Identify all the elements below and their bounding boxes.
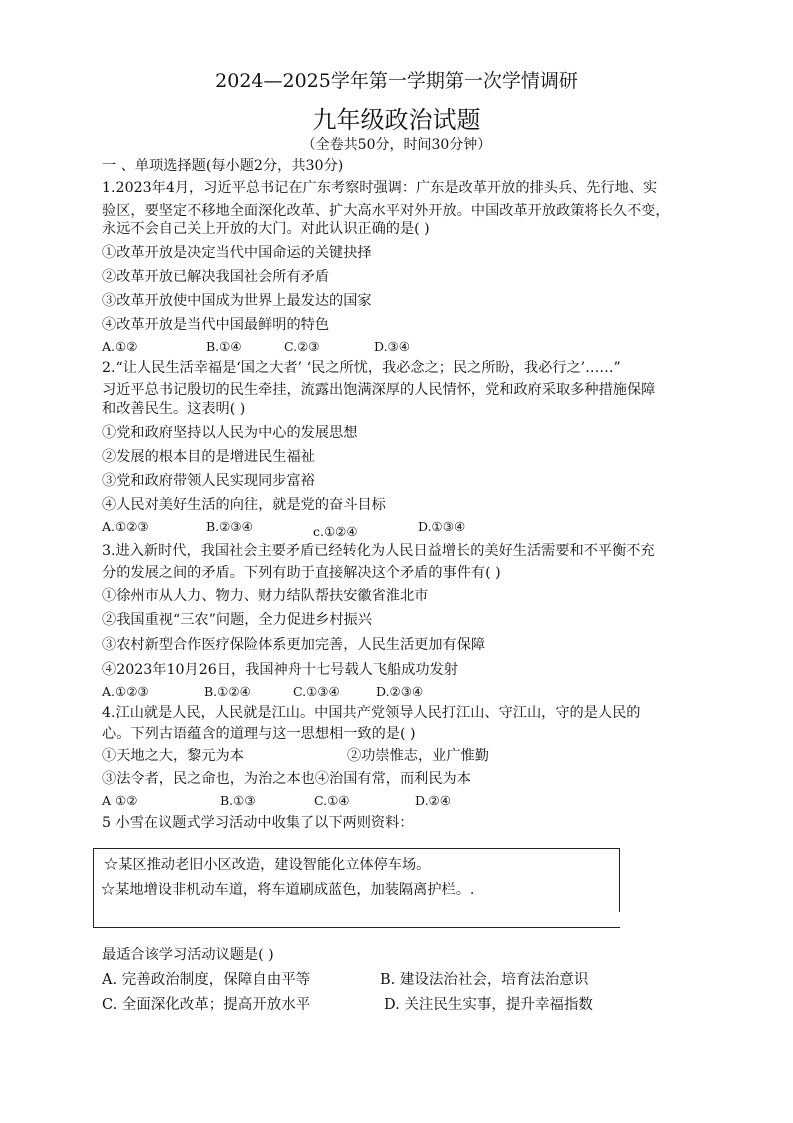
q1-option-c: C.②③	[284, 339, 320, 354]
q1-item: ①改革开放是决定当代中国命运的关键抉择	[102, 245, 372, 261]
q5-stem: 5 小雪在议题式学习活动中收集了以下两则资料：	[102, 815, 414, 831]
q1-stem-line: 验区，要坚定不移地全面深化改革、扩大高水平对外开放。中国改革开放政策将长久不变，	[102, 203, 670, 219]
exam-title: 2024—2025学年第一学期第一次学情调研	[215, 70, 578, 92]
q4-option-c: C.①④	[314, 793, 350, 808]
q3-option-b: B.①②④	[204, 684, 251, 699]
q5-material: ☆某区推动老旧小区改造，建设智能化立体停车场。	[104, 857, 431, 873]
q5-material: ☆某地增设非机动车道，将车道刷成蓝色，加装隔离护栏。.	[101, 882, 475, 898]
q5-question: 最适合该学习活动议题是( )	[102, 947, 274, 963]
q2-stem-line: 和改善民生。这表明( )	[102, 401, 246, 417]
q4-stem-line: 4.江山就是人民，人民就是江山。中国共产党领导人民打江山、守江山，守的是人民的	[102, 705, 641, 721]
q1-item: ②改革开放已解决我国社会所有矛盾	[102, 269, 330, 285]
q1-option-a: A.①②	[102, 339, 138, 354]
q2-option-a: A.①②③	[102, 519, 149, 534]
q1-option-d: D.③④	[374, 339, 410, 354]
q2-item: ①党和政府坚持以人民为中心的发展思想	[102, 425, 358, 441]
q5-option-c: C. 全面深化改革；提高开放水平	[102, 997, 311, 1013]
q3-option-d: D.②③④	[376, 684, 424, 699]
q2-item: ②发展的根本目的是增进民生福祉	[102, 449, 315, 465]
q4-option-b: B.①③	[220, 793, 256, 808]
q5-option-b: B. 建设法治社会，培育法治意识	[380, 972, 589, 988]
q4-item: ③法令者，民之命也，为治之本也④治国有常，而利民为本	[102, 771, 471, 787]
q2-stem-line: 习近平总书记殷切的民生牵挂，流露出饱满深厚的人民情怀，党和政府采取多种措施保障	[102, 382, 656, 398]
q4-option-a: A ①②	[102, 793, 138, 808]
section-heading: 一 、单项选择题(每小题2分，共30分)	[102, 158, 344, 174]
q3-option-c: C.①③④	[293, 684, 340, 699]
q3-item: ①徐州市从人力、物力、财力结队帮扶安徽省淮北市	[102, 588, 429, 604]
q5-material-box-edge	[619, 848, 620, 912]
q2-item: ④人民对美好生活的向往，就是党的奋斗目标	[102, 497, 386, 513]
q2-stem-line: 2.“让人民生活幸福是‘国之大者’ ‘民之所忧，我必念之；民之所盼，我必行之’……”	[102, 360, 621, 376]
q3-option-a: A.①②③	[102, 684, 149, 699]
q2-item: ③党和政府带领人民实现同步富裕	[102, 473, 315, 489]
q1-option-b: B.①④	[206, 339, 242, 354]
q1-stem-line: 永远不会自己关上开放的大门。对此认识正确的是( )	[102, 221, 430, 237]
q3-stem-line: 分的发展之间的矛盾。下列有助于直接解决这个矛盾的事件有( )	[102, 565, 501, 581]
q4-stem-line: 心。下列古语蕴含的道理与这一思想相一致的是( )	[102, 726, 416, 742]
q1-item: ③改革开放使中国成为世界上最发达的国家	[102, 293, 372, 309]
exam-subject: 九年级政治试题	[312, 106, 481, 134]
q4-item: ①天地之大，黎元为本	[102, 748, 244, 764]
q1-stem-line: 1.2023年4月，习近平总书记在广东考察时强调：广东是改革开放的排头兵、先行地、实	[102, 180, 658, 196]
exam-info: （全卷共50分，时间30分钟）	[301, 137, 492, 153]
q4-option-d: D.②④	[415, 793, 451, 808]
q1-item: ④改革开放是当代中国最鲜明的特色	[102, 317, 330, 333]
q2-option-d: D.①③④	[418, 519, 466, 534]
q5-option-a: A. 完善政治制度，保障自由平等	[102, 972, 311, 988]
q2-option-b: B.②③④	[206, 519, 253, 534]
q3-item: ③农村新型合作医疗保险体系更加完善，人民生活更加有保障	[102, 637, 486, 653]
q2-option-c: c.①②④	[313, 524, 358, 539]
q3-stem-line: 3.进入新时代，我国社会主要矛盾已经转化为人民日益增长的美好生活需要和不平衡不充	[102, 543, 655, 559]
q3-item: ④2023年10月26日，我国神舟十七号载人飞船成功发射	[102, 662, 458, 678]
q4-item: ②功崇惟志，业广惟勤	[347, 748, 489, 764]
q5-option-d: D. 关注民生实事，提升幸福指数	[384, 997, 593, 1013]
q3-item: ②我国重视“三农”问题，全力促进乡村振兴	[102, 612, 372, 628]
